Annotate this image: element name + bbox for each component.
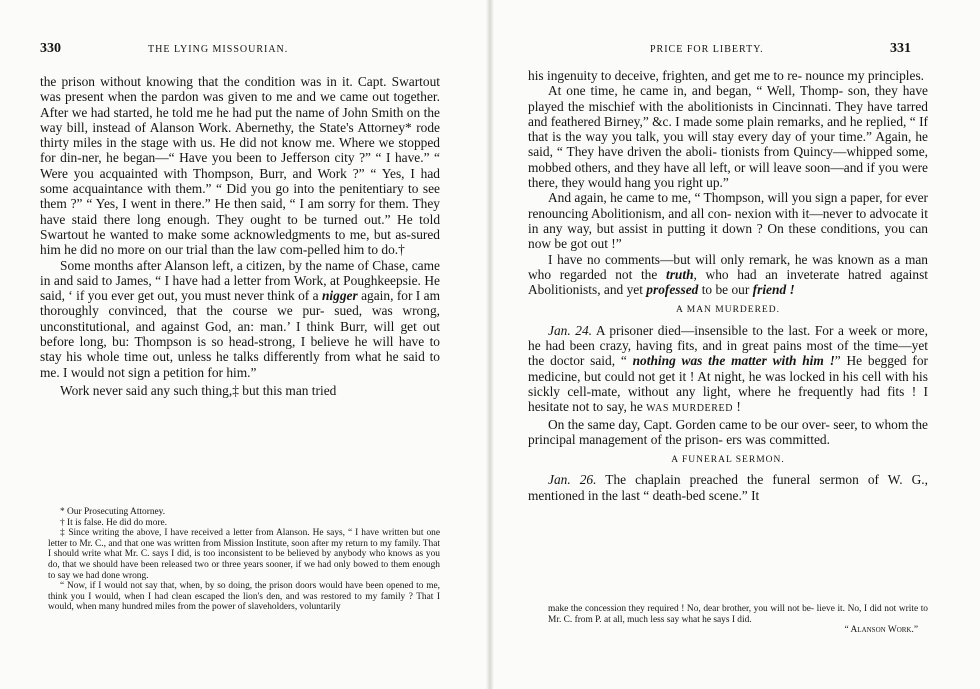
right-page	[490, 0, 980, 689]
line: Some months after Alanson left, a citizen, by the name	[60, 257, 355, 273]
line: pelled him to do.†	[307, 242, 405, 258]
paragraph	[528, 472, 928, 503]
line: Thompson is so head-strong, I believe he will have to	[134, 334, 441, 350]
page-number: 330	[40, 41, 61, 56]
text-run: !	[733, 399, 741, 415]
paragraph	[40, 74, 440, 258]
line: They ought to be turned out.” He told Swartout he	[40, 211, 441, 242]
emphasis: truth	[665, 266, 694, 282]
emphasis: nigger	[321, 288, 358, 304]
paragraph: At one time, he came in, and began, “ Well, Thomp- son, they have played the mischief with the abolitionists in Cincinnati. They have tarred and feathered Birney,” &c. I made some plain remarks, and he replied, “ If that is the way you talk, you will stay every day of your time.” Again, he said, “ They have driven the aboli- tionists from Quincy—whipped some, mobbed others, and they have all left, or will leave soon—and if you were there, they would hang you right up.”	[528, 83, 928, 191]
entry-date: Jan. 24.	[548, 322, 592, 338]
right-body-text	[528, 68, 928, 503]
line: of Chase, came in and said to James, “ I have had a	[40, 257, 440, 288]
line: it. Capt. Swartout was present when the pardon was	[40, 74, 440, 105]
footnote: ‡ Since writing the above, I have received a letter from Alanson. He says, “ I have written but one letter to Mr. C., and that one was written from Mission Institute, soon after my return to my family. That I should write what Mr. C. says I did, is too inconsistent to be believed by anybody who knows as you do, that we should have been released two or three years sooner, if we had only bowed to them enough to say we had done wrong.	[48, 528, 440, 581]
line: him.”	[226, 364, 257, 380]
line: on the way bill, instead of Alanson Work. Abernethy,	[40, 104, 440, 135]
paragraph	[40, 258, 440, 380]
line: us. He did not know me. Where we stopped for din-	[40, 135, 440, 166]
page-number: 331	[890, 41, 911, 56]
footnote: * Our Prosecuting Attorney.	[60, 507, 166, 517]
emphasis: nothing was the matter with him !	[632, 353, 835, 369]
text-run: The chaplain preached the funeral sermon of W. G., mentioned in the last “ death-bed scene.” It	[528, 472, 928, 503]
line: with them.” “ Did you go into the penitentiary to see	[147, 181, 440, 197]
text-run: A prisoner died—insensible to the last. For a week or more, he had been crazy, having fits, and in great pains most of the time—yet the doctor said, “	[528, 322, 928, 369]
paragraph: On the same day, Capt. Gorden came to be our over- seer, to whom the principal management of the prison- ers was committed.	[528, 416, 928, 447]
line: “ I have.” “ Were you acquainted with Thompson,	[40, 150, 440, 181]
line: what he said to me. I would not sign a petition for	[40, 349, 440, 380]
line: the prison without knowing that the condition was in	[40, 74, 337, 89]
footnote-continuation	[548, 604, 928, 636]
line: given to me and we came out together. After we had	[40, 89, 440, 120]
line: sorry for them. They have staid there long enough.	[40, 196, 440, 227]
section-heading: A FUNERAL SERMON.	[671, 455, 785, 466]
line: Burr, and Work ?” “ Yes, I had some acquaintance	[40, 165, 440, 197]
paragraph	[528, 323, 928, 417]
footnote-signature: “ Alanson Work.”	[844, 625, 918, 636]
footnotes	[48, 507, 440, 613]
text-run: to be our	[698, 282, 753, 298]
line: the State's Attorney* rode thirty miles in the stage with	[40, 119, 440, 151]
line: ever get out, you must never think of a	[111, 288, 322, 304]
line: them ?” “ Yes, I went in there.” He then said, “ I am	[40, 196, 325, 212]
line: wanted to make some acknowledgments to me, but as-	[109, 226, 411, 242]
text-run: , who had an inveterate hatred against Abolitionists, and yet	[528, 266, 928, 298]
text-run: ” He begged for medicine, but could not get it ! At night, he was locked in his cell with his sickly cell-mate, without any light, where he frequently had fits ! I hesitate not to say, he	[528, 353, 928, 415]
line: stay his whole time out, unless he talks differently from	[40, 349, 351, 365]
line: sued, was wrong, unconstitutional, and against God, an:	[40, 303, 440, 334]
line: man.’ I think Burr, will get out before long, bu:	[40, 318, 440, 350]
footnote: “ Now, if I would not say that, when, by so doing, the prison doors would have been opened to me, think you I would, when I had clean escaped the lion's den, and was restored to my family ? That I would, when many hundred miles from the power of slaveholders, voluntarily	[48, 581, 440, 613]
line: started, he told me he had put the name of John Smith	[113, 104, 404, 120]
line: again,	[357, 288, 394, 304]
section-heading: A MAN MURDERED.	[676, 305, 780, 316]
entry-date: Jan. 26.	[548, 472, 597, 488]
running-head: PRICE FOR LIBERTY.	[650, 44, 764, 55]
line: letter from Work, at Poughkeepsie. He said, ‘ if you	[40, 272, 440, 304]
line: for I am thoroughly convinced, that the course we pur-	[40, 288, 441, 319]
running-head: THE LYING MISSOURIAN.	[148, 44, 289, 55]
paragraph: his ingenuity to deceive, frighten, and get me to re- nounce my principles.	[528, 68, 925, 83]
emphasis: professed	[646, 282, 699, 298]
emphasis: friend !	[752, 282, 795, 298]
footnote: make the concession they required ! No, dear brother, you will not be- lieve it. No, I did not write to Mr. C. from P. at all, much less say what he says I did.	[548, 604, 928, 625]
paragraph: And again, he came to me, “ Thompson, will you sign a paper, for ever renouncing Abolitionism, and all con- nexion with it—never to advocate it in any way, but assist in putting it down ? On these conditions, you can now be got out !”	[528, 190, 928, 252]
left-body-text	[40, 74, 440, 398]
line: ner, he began—“ Have you been to Jefferson city ?”	[81, 150, 371, 166]
line: sured him he did no more on our trial than the law com-	[40, 226, 440, 258]
paragraph	[528, 252, 928, 298]
footnote: † It is false. He did do more.	[60, 517, 168, 528]
text-run: I have no comments—but will only remark, he was known as a man who regarded not the	[528, 251, 928, 282]
emphasis: WAS MURDERED	[646, 403, 734, 415]
paragraph: Work never said any such thing,‡ but this man tried	[60, 382, 337, 398]
